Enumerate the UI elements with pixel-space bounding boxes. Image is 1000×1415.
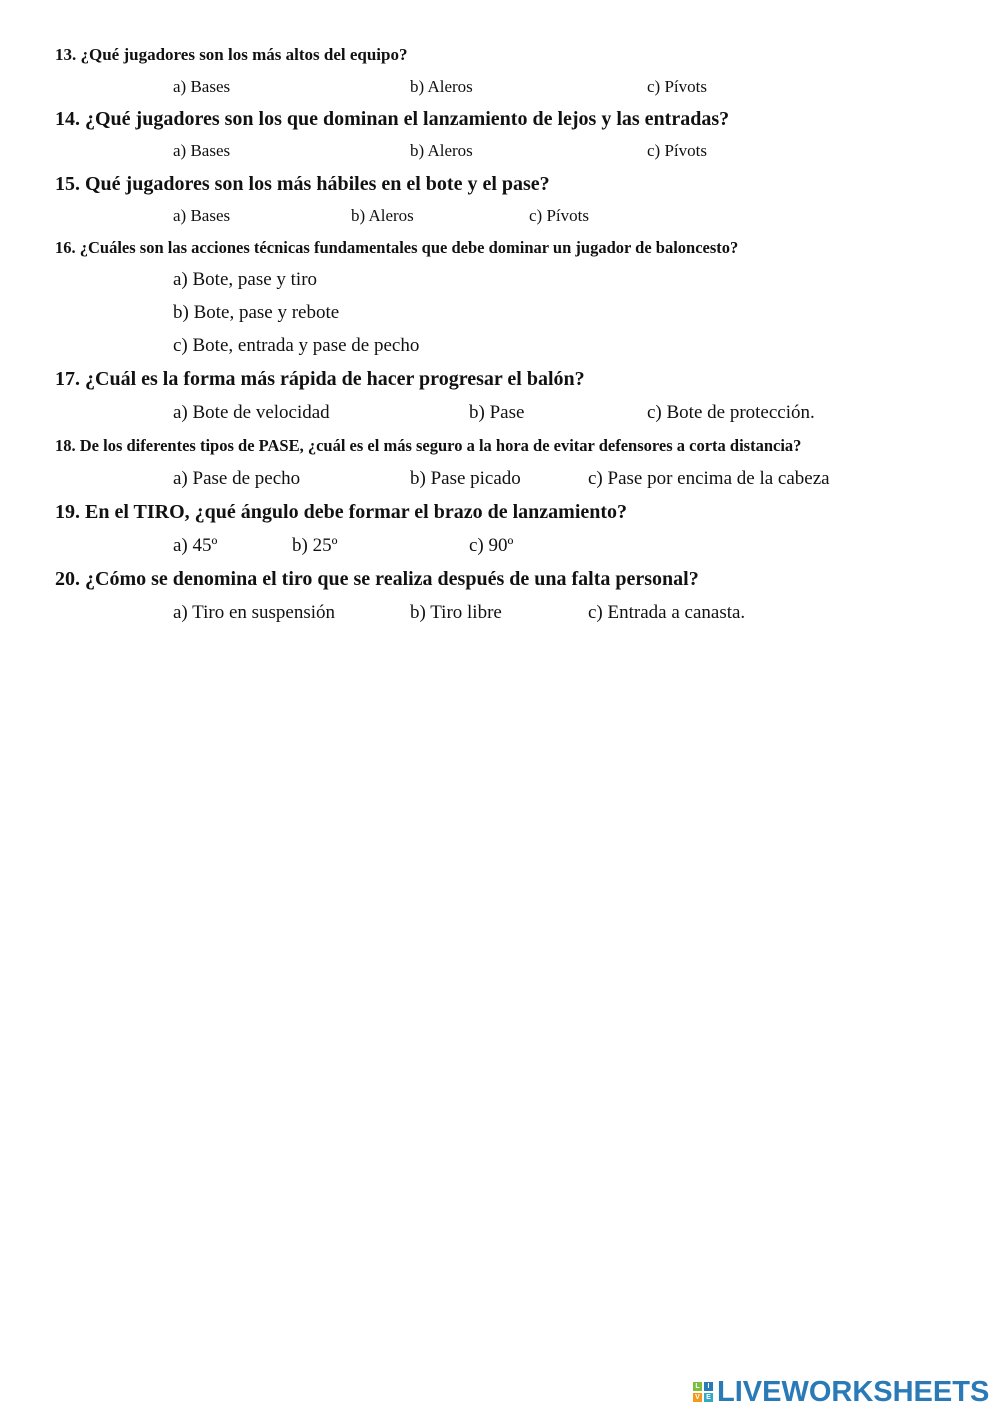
logo-grid-cell: E bbox=[704, 1393, 713, 1402]
q17-option-b[interactable]: b) Pase bbox=[469, 402, 525, 423]
q13-option-a[interactable]: a) Bases bbox=[173, 77, 231, 96]
q16-option-a[interactable]: a) Bote, pase y tiro bbox=[173, 269, 318, 290]
q16-option-b[interactable]: b) Bote, pase y rebote bbox=[173, 302, 340, 323]
q18-option-a[interactable]: a) Pase de pecho bbox=[173, 468, 301, 489]
liveworksheets-logo bbox=[693, 1374, 989, 1410]
q19-option-c[interactable]: c) 90º bbox=[469, 535, 514, 556]
q18-option-b[interactable]: b) Pase picado bbox=[410, 468, 521, 489]
q19-option-b[interactable]: b) 25º bbox=[292, 535, 338, 556]
logo-grid-cell: V bbox=[693, 1393, 702, 1402]
q20-option-a[interactable]: a) Tiro en suspensión bbox=[173, 602, 336, 623]
q17-option-a[interactable]: a) Bote de velocidad bbox=[173, 402, 330, 423]
q16-option-c[interactable]: c) Bote, entrada y pase de pecho bbox=[173, 335, 420, 356]
logo-grid-cell: I bbox=[704, 1382, 713, 1391]
q15-option-a[interactable]: a) Bases bbox=[173, 206, 231, 225]
q15-option-b[interactable]: b) Aleros bbox=[351, 206, 414, 225]
logo-grid-cell: L bbox=[693, 1382, 702, 1391]
q14-option-b[interactable]: b) Aleros bbox=[410, 141, 473, 160]
question-15: 15. Qué jugadores son los más hábiles en el bote y el pase? bbox=[55, 173, 550, 195]
question-16: 16. ¿Cuáles son las acciones técnicas fundamentales que debe dominar un jugador de baloncesto? bbox=[55, 238, 739, 257]
question-14: 14. ¿Qué jugadores son los que dominan el lanzamiento de lejos y las entradas? bbox=[55, 108, 730, 130]
question-20: 20. ¿Cómo se denomina el tiro que se realiza después de una falta personal? bbox=[55, 568, 699, 590]
q17-option-c[interactable]: c) Bote de protección. bbox=[647, 402, 815, 423]
q20-option-b[interactable]: b) Tiro libre bbox=[410, 602, 502, 623]
question-13: 13. ¿Qué jugadores son los más altos del equipo? bbox=[55, 45, 408, 64]
q14-option-a[interactable]: a) Bases bbox=[173, 141, 231, 160]
q18-option-c[interactable]: c) Pase por encima de la cabeza bbox=[588, 468, 830, 489]
q13-option-c[interactable]: c) Pívots bbox=[647, 77, 707, 96]
q13-option-b[interactable]: b) Aleros bbox=[410, 77, 473, 96]
q15-option-c[interactable]: c) Pívots bbox=[529, 206, 589, 225]
question-17: 17. ¿Cuál es la forma más rápida de hacer progresar el balón? bbox=[55, 368, 585, 390]
logo-grid-icon bbox=[693, 1382, 713, 1402]
logo-text: LIVEWORKSHEETS bbox=[717, 1375, 990, 1408]
q19-option-a[interactable]: a) 45º bbox=[173, 535, 218, 556]
question-19: 19. En el TIRO, ¿qué ángulo debe formar el brazo de lanzamiento? bbox=[55, 501, 628, 523]
q20-option-c[interactable]: c) Entrada a canasta. bbox=[588, 602, 746, 623]
question-18: 18. De los diferentes tipos de PASE, ¿cuál es el más seguro a la hora de evitar defensores a corta distancia? bbox=[55, 436, 802, 455]
q14-option-c[interactable]: c) Pívots bbox=[647, 141, 707, 160]
